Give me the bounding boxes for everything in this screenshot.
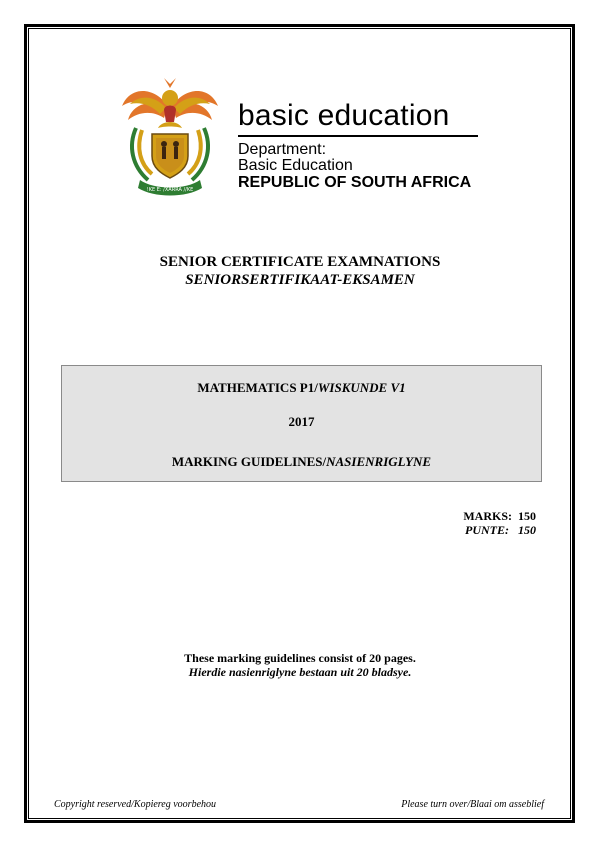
- page-count-afrikaans: Hierdie nasienriglyne bestaan uit 20 bladsye.: [188, 665, 412, 679]
- subject-english: MATHEMATICS P1/: [197, 380, 318, 395]
- guidelines-english: MARKING GUIDELINES/: [171, 454, 327, 469]
- marks-label: MARKS:: [463, 509, 512, 523]
- marks-block: [463, 509, 536, 537]
- subject-afrikaans: WISKUNDE V1: [317, 380, 406, 395]
- country-name: REPUBLIC OF SOUTH AFRICA: [238, 174, 472, 191]
- brand-title: basic education: [238, 99, 450, 132]
- exam-year: 2017: [288, 414, 315, 429]
- page-count-english: These marking guidelines consist of 20 pages.: [184, 651, 416, 665]
- marks-value: 150: [518, 509, 536, 523]
- punte-value: 150: [518, 523, 536, 537]
- department-label: Department:: [238, 141, 327, 158]
- subject-info-box: [61, 365, 542, 482]
- footer-turn-over: Please turn over/Blaai om asseblief: [401, 799, 544, 810]
- department-name: Basic Education: [238, 157, 353, 174]
- crest-motto-text: !KE E: /XARRA //KE: [146, 187, 194, 193]
- guidelines-afrikaans: NASIENRIGLYNE: [326, 454, 432, 469]
- exam-title-english: SENIOR CERTIFICATE EXAMNATIONS: [159, 254, 441, 270]
- subject-line: [62, 380, 541, 396]
- guidelines-line: [62, 454, 541, 470]
- punte-label: PUNTE:: [465, 523, 509, 537]
- marks-row: [463, 509, 536, 523]
- punte-row: [463, 523, 536, 537]
- brand-rule: [238, 135, 478, 137]
- coat-of-arms-icon: [118, 76, 222, 200]
- exam-title-afrikaans: SENIORSERTIFIKAAT-EKSAMEN: [185, 272, 415, 288]
- footer-copyright: Copyright reserved/Kopiereg voorbehou: [54, 799, 217, 810]
